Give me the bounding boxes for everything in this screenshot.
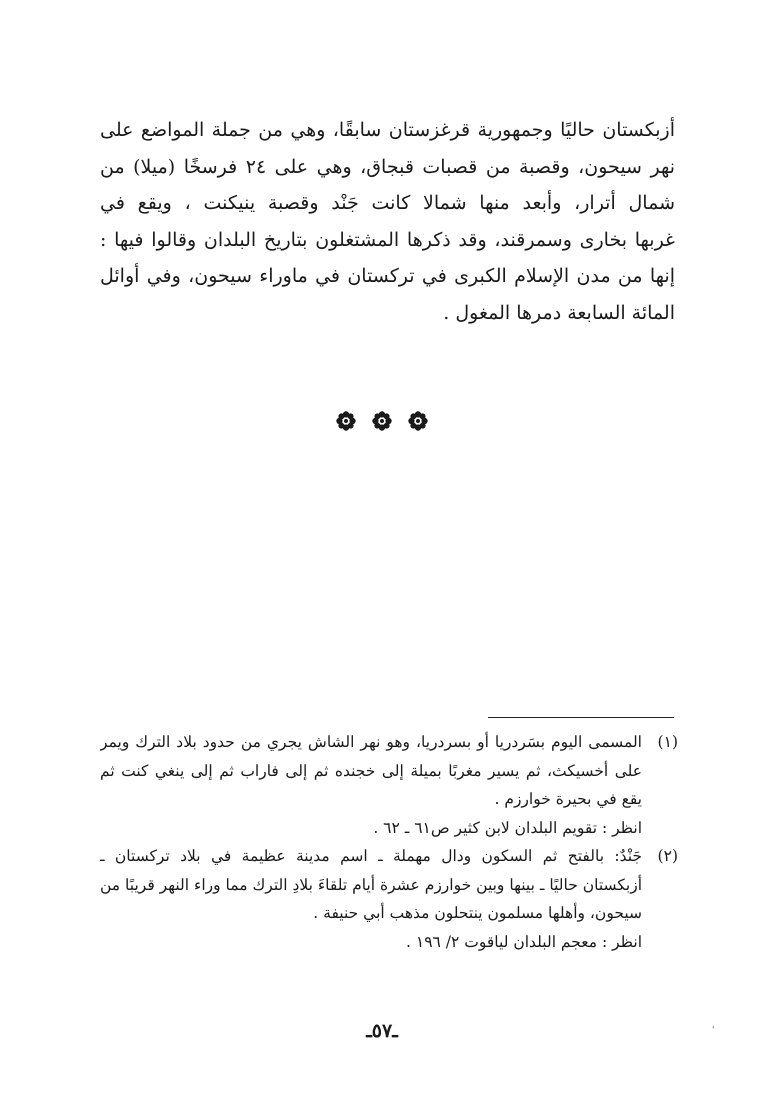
body-line-6: المائة السابعة دمرها المغول .	[443, 301, 675, 324]
body-line-5: إنها من مدن الإسلام الكبرى في تركستان في ماوراء سيحون، وفي أوائل	[100, 265, 675, 287]
footnote-2-line-1	[100, 842, 678, 871]
corner-mark: '	[712, 1026, 715, 1036]
footnote-2-source: انظر : معجم البلدان لياقوت ٢/ ١٩٦ .	[406, 932, 642, 951]
body-line-1: أزبكستان حاليًا وجمهورية قرغزستان سابقًا، وهي من جملة المواضع على	[100, 119, 675, 141]
footnote-1-line-1	[100, 728, 678, 757]
footnote-1-line-1-text: المسمى اليوم بسَردريا أو بسردريا، وهو نهر الشاش يجري من حدود بلاد الترك ويمر	[100, 733, 642, 751]
flower-ornament-icon	[408, 411, 428, 431]
footnote-1-source: انظر : تقويم البلدان لابن كثير ص٦١ ـ ٦٢ .	[373, 818, 642, 837]
footnote-1-line-3: يقع في بحيرة خوارزم .	[494, 790, 642, 808]
flower-ornament-icon	[336, 411, 356, 431]
footnote-2	[100, 842, 678, 956]
body-line-2	[100, 149, 675, 186]
body-line-4: غربها بخارى وسمرقند، وقد ذكرها المشتغلون بتاريخ البلدان وقالوا فيها :	[100, 228, 675, 251]
footnote-2-line-2: أزبكستان حاليًا ـ بينها وبين خوارزم عشرة أيام تلقاءَ بلادِ الترك مما وراء النهر قريبًا من	[100, 875, 642, 894]
footnote-1-number: (١)	[657, 733, 678, 751]
body-line-3: شمال أترار، وأبعد منها شمالا كانت جَنْد وقصبة ينيكنت ، ويقع في	[100, 192, 675, 214]
body-line-2-text: نهر سيحون، وقصبة من قصبات قبجاق، وهي على ٢٤ فرسخًا (ميلا) من	[100, 155, 675, 178]
footnotes-section	[100, 728, 678, 956]
footnote-2-line-1-text: جَنْدٌ: بالفتح ثم السكون ودال مهملة ـ اسم مدينة عظيمة في بلاد تركستان ـ	[100, 847, 642, 865]
footnote-2-line-3: سيحون، وأهلها مسلمون ينتحلون مذهب أبي حنيفة .	[313, 904, 642, 922]
section-divider-ornaments	[0, 411, 764, 431]
footnote-1	[100, 728, 678, 842]
body-paragraph	[100, 112, 675, 331]
footnote-1-line-2: على أخسيكث، ثم يسير مغربًا بميلة إلى خجنده ثم إلى فاراب ثم إلى ينغي كنت ثم	[100, 761, 642, 780]
footnote-2-number: (٢)	[657, 847, 678, 865]
flower-ornament-icon	[372, 411, 392, 431]
footnote-separator-rule	[488, 717, 674, 718]
page-number: ـ٥٧ـ	[366, 1020, 398, 1042]
